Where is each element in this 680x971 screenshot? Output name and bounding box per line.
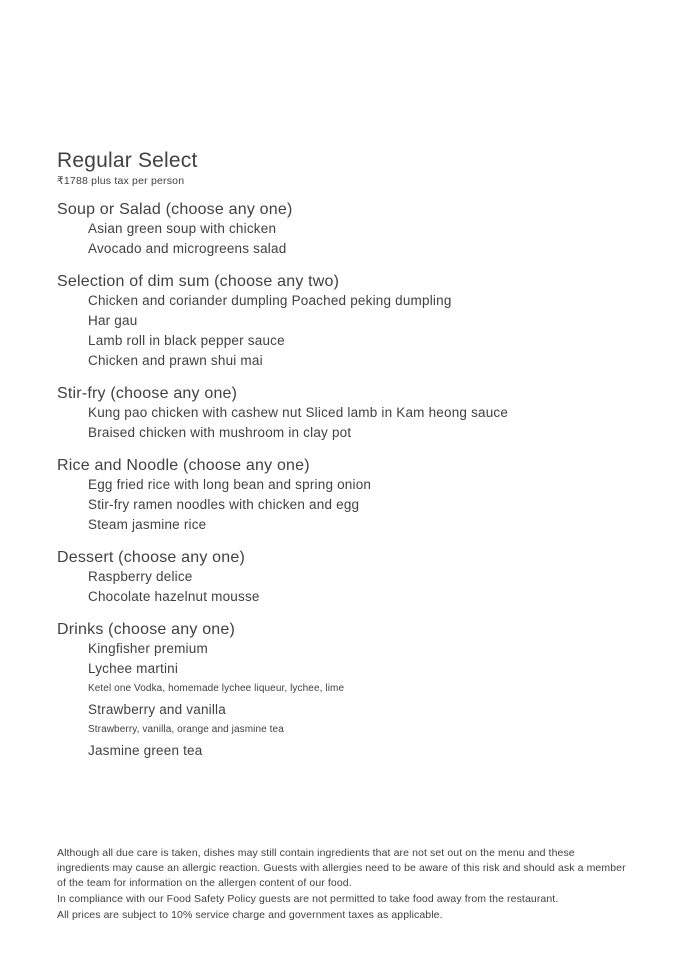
menu-item	[88, 219, 650, 239]
menu-section	[57, 273, 650, 371]
menu-item-description: Ketel one Vodka, homemade lychee liqueur, lychee, lime	[88, 683, 345, 694]
menu-item-name: Egg fried rice with long bean and spring onion	[88, 477, 372, 492]
section-item-list	[57, 219, 650, 259]
menu-item-name: Asian green soup with chicken	[88, 221, 277, 236]
section-item-list	[57, 639, 650, 761]
menu-item-name: Chicken and coriander dumpling Poached peking dumpling	[88, 293, 452, 308]
menu-item-name: Kung pao chicken with cashew nut Sliced lamb in Kam heong sauce	[88, 405, 509, 420]
menu-section	[57, 201, 650, 259]
menu-item-name: Chicken and prawn shui mai	[88, 353, 263, 368]
menu-item-name: Stir-fry ramen noodles with chicken and egg	[88, 497, 360, 512]
section-item-list	[57, 291, 650, 371]
menu-sections	[57, 201, 650, 761]
menu-item	[88, 587, 650, 607]
section-item-list	[57, 403, 650, 443]
menu-item-name: Avocado and microgreens salad	[88, 241, 287, 256]
menu-item-name: Steam jasmine rice	[88, 517, 207, 532]
menu-item-name: Jasmine green tea	[88, 743, 203, 758]
menu-section	[57, 549, 650, 607]
menu-title: Regular Select	[57, 149, 198, 172]
menu-content	[57, 150, 650, 761]
menu-section	[57, 621, 650, 761]
section-heading: Drinks (choose any one)	[57, 621, 236, 638]
menu-item	[88, 311, 650, 331]
menu-item	[88, 567, 650, 587]
menu-item	[88, 700, 650, 737]
menu-item	[88, 331, 650, 351]
section-heading: Soup or Salad (choose any one)	[57, 201, 293, 218]
menu-item	[88, 423, 650, 443]
menu-price-subtitle: ₹1788 plus tax per person	[57, 175, 185, 187]
menu-section	[57, 385, 650, 443]
menu-item-description: Strawberry, vanilla, orange and jasmine tea	[88, 724, 284, 735]
menu-item	[88, 291, 650, 311]
section-heading: Selection of dim sum (choose any two)	[57, 273, 340, 290]
menu-item	[88, 495, 650, 515]
food-safety-notice: In compliance with our Food Safety Policy guests are not permitted to take food away from the restaurant.	[57, 893, 559, 905]
menu-item	[88, 659, 650, 696]
section-item-list	[57, 475, 650, 535]
menu-item-name: Raspberry delice	[88, 569, 193, 584]
section-heading: Dessert (choose any one)	[57, 549, 246, 566]
section-heading: Rice and Noodle (choose any one)	[57, 457, 310, 474]
section-heading: Stir-fry (choose any one)	[57, 385, 238, 402]
menu-item-name: Lychee martini	[88, 661, 179, 676]
menu-item	[88, 515, 650, 535]
menu-item	[88, 403, 650, 423]
menu-footer	[57, 846, 627, 924]
menu-item-name: Strawberry and vanilla	[88, 702, 226, 717]
menu-item-name: Chocolate hazelnut mousse	[88, 589, 260, 604]
menu-item	[88, 475, 650, 495]
menu-item	[88, 239, 650, 259]
menu-item	[88, 351, 650, 371]
menu-item-name: Kingfisher premium	[88, 641, 208, 656]
menu-item	[88, 741, 650, 761]
section-item-list	[57, 567, 650, 607]
menu-item-name: Braised chicken with mushroom in clay pot	[88, 425, 352, 440]
allergen-notice: Although all due care is taken, dishes may still contain ingredients that are not set out on the menu and these ingredients may cause an allergic reaction. Guests with allergies need to be aware of this risk and should ask a member of the team for information on the allergen content of our food.	[57, 847, 626, 889]
pricing-notice: All prices are subject to 10% service charge and government taxes as applicable.	[57, 909, 443, 921]
menu-section	[57, 457, 650, 535]
menu-item-name: Lamb roll in black pepper sauce	[88, 333, 285, 348]
menu-item-name: Har gau	[88, 313, 138, 328]
menu-item	[88, 639, 650, 659]
